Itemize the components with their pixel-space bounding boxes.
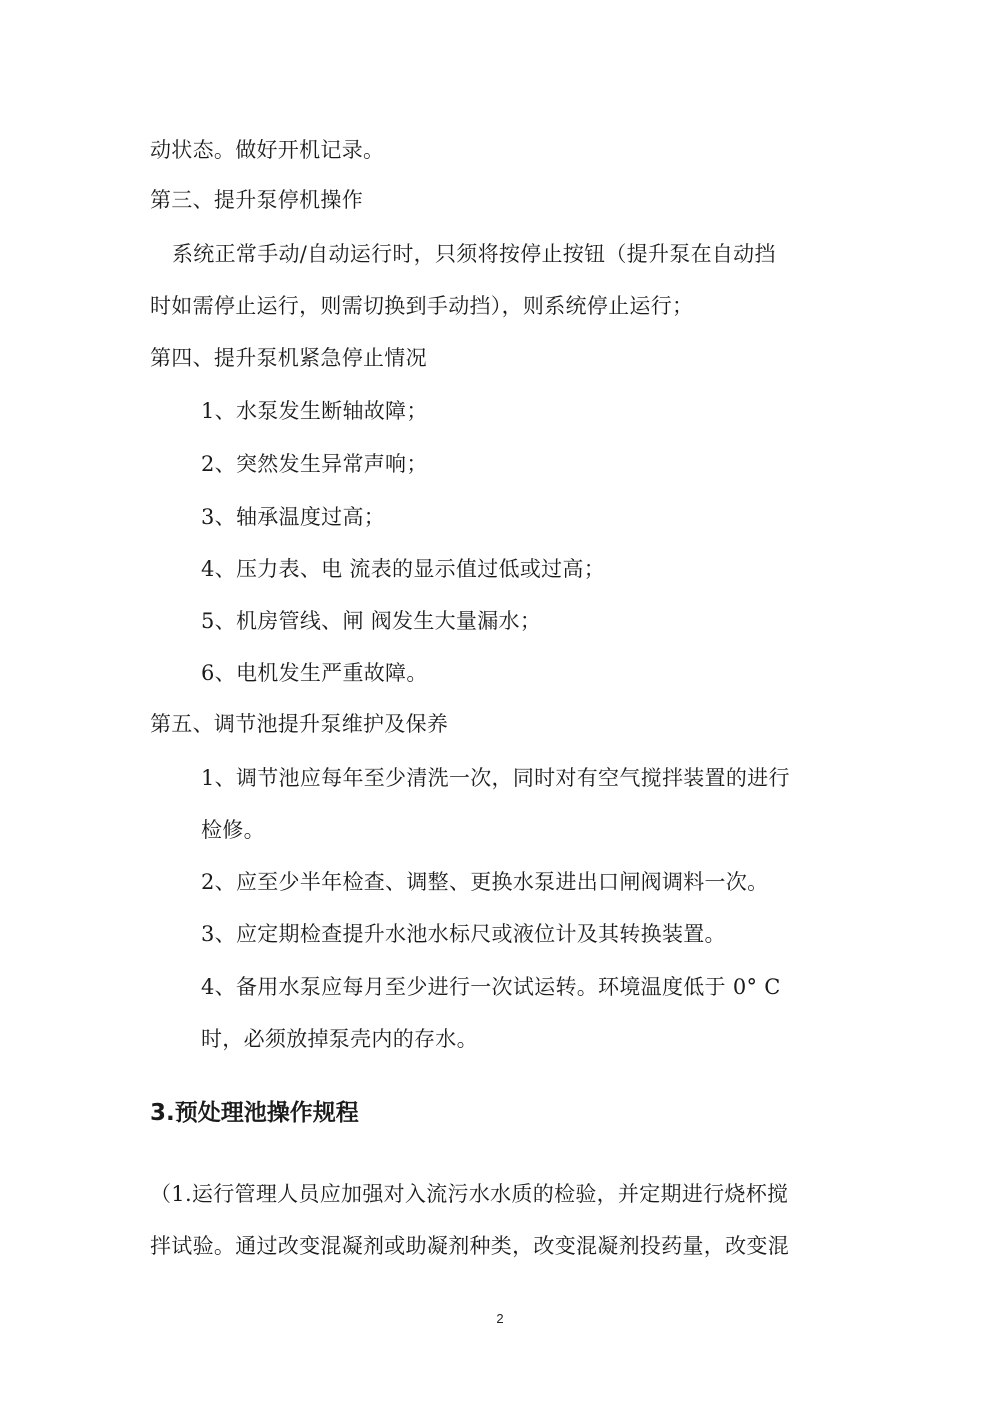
list-item: 1、水泵发生断轴故障； (201, 399, 428, 423)
page-number: 2 (496, 1311, 504, 1326)
list-item-continuation: 检修。 (201, 818, 265, 842)
list-item: 5、机房管线、闸 阀发生大量漏水； (201, 609, 542, 633)
section-heading: 3.预处理池操作规程 (150, 1100, 359, 1126)
paragraph-line: 系统正常手动/自动运行时，只须将按停止按钮（提升泵在自动挡 (172, 242, 776, 266)
list-item-continuation: 时，必须放掉泵壳内的存水。 (201, 1027, 478, 1051)
list-item: 2、应至少半年检查、调整、更换水泵进出口闸阀调料一次。 (201, 870, 769, 894)
paragraph-line: （1.运行管理人员应加强对入流污水水质的检验，并定期进行烧杯搅 (150, 1182, 789, 1206)
paragraph-line: 拌试验。通过改变混凝剂或助凝剂种类，改变混凝剂投药量，改变混 (150, 1234, 789, 1258)
subsection-title-3: 第三、提升泵停机操作 (150, 188, 363, 212)
list-item: 4、备用水泵应每月至少进行一次试运转。环境温度低于 0° C (201, 975, 781, 999)
list-item: 3、应定期检查提升水池水标尺或液位计及其转换装置。 (201, 922, 726, 946)
list-item: 2、突然发生异常声响； (201, 452, 428, 476)
paragraph-line: 时如需停止运行，则需切换到手动挡），则系统停止运行； (150, 294, 694, 318)
list-item: 3、轴承温度过高； (201, 505, 386, 529)
list-item: 6、电机发生严重故障。 (201, 661, 428, 685)
list-item: 4、压力表、电 流表的显示值过低或过高； (201, 557, 606, 581)
paragraph-line: 动状态。做好开机记录。 (150, 138, 385, 162)
subsection-title-5: 第五、调节池提升泵维护及保养 (150, 712, 449, 736)
list-item: 1、调节池应每年至少清洗一次，同时对有空气搅拌装置的进行 (201, 766, 790, 790)
subsection-title-4: 第四、提升泵机紧急停止情况 (150, 346, 427, 370)
